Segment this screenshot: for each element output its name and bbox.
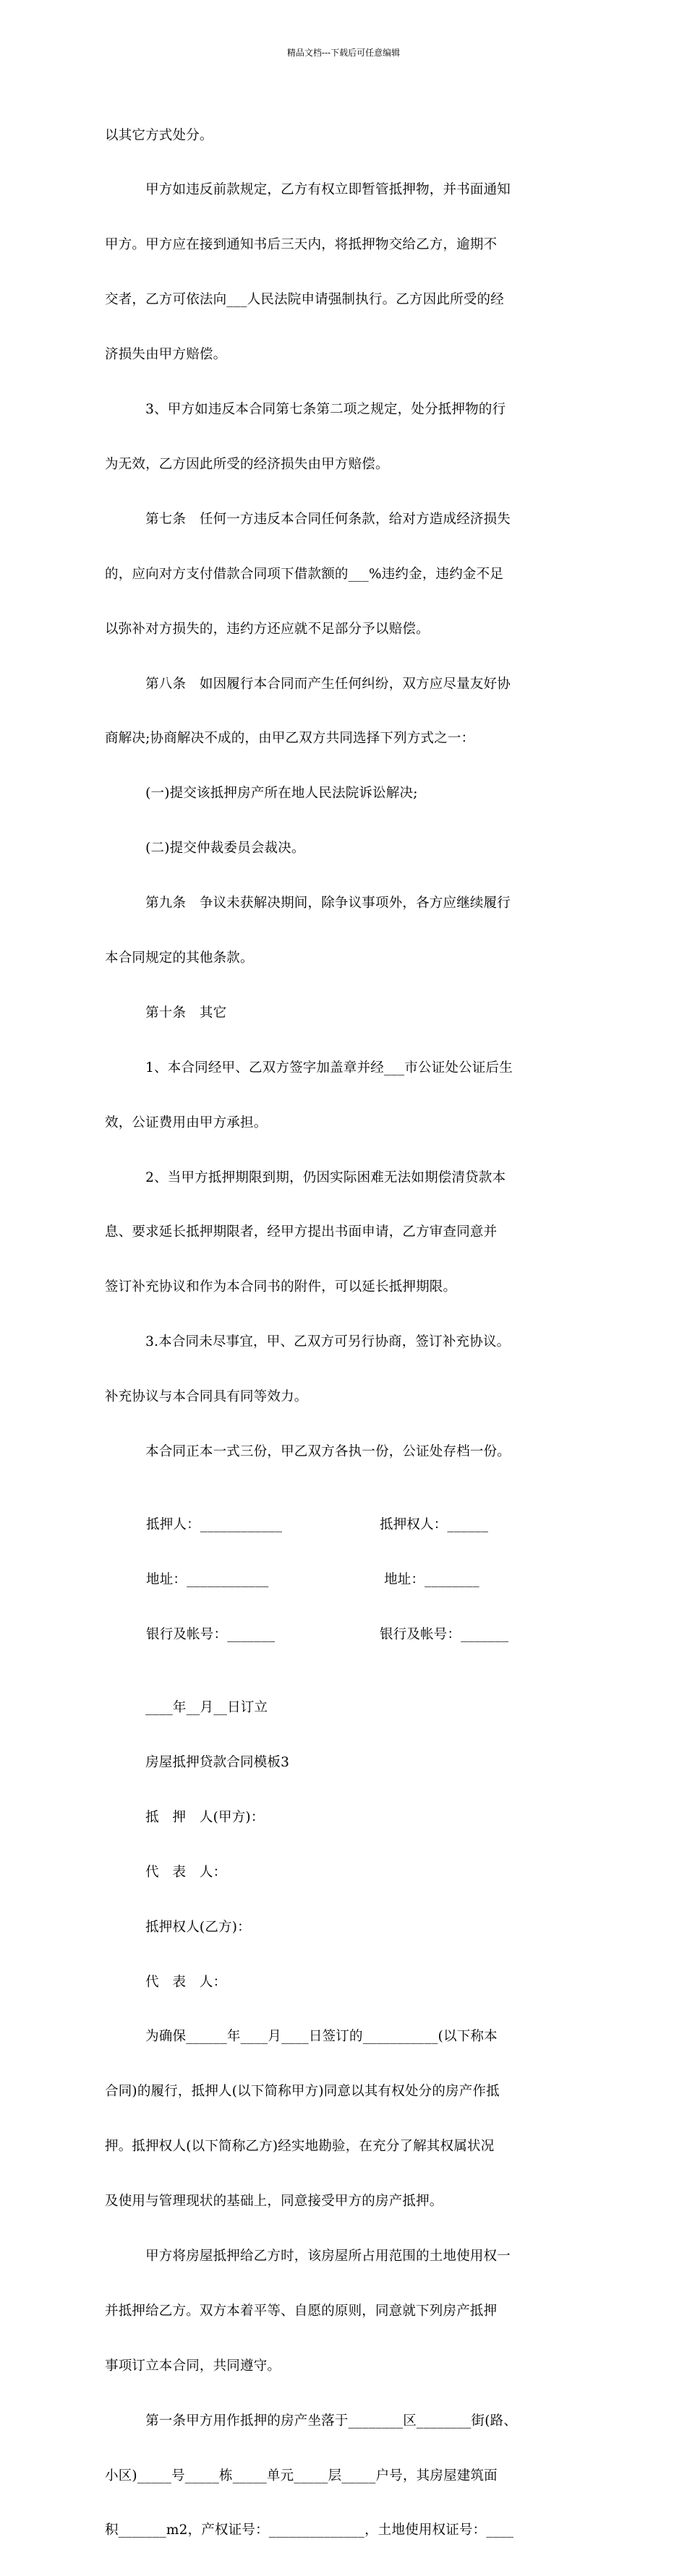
text-line: 效，公证费用由甲方承担。 — [105, 1115, 268, 1130]
date-line: ____年__月__日订立 — [105, 1700, 268, 1716]
signature-row-bank — [105, 1626, 586, 1644]
text-line: 抵押权人(乙方)： — [105, 1919, 251, 1935]
page-header: 精品文档---下载后可任意编辑 — [286, 48, 401, 58]
signature-row-address — [105, 1571, 586, 1589]
text-line: 甲方如违反前款规定，乙方有权立即暂管抵押物，并书面通知 — [105, 182, 511, 198]
text-line: 代 表 人： — [105, 1864, 227, 1880]
text-line: 2、当甲方抵押期限到期，仍因实际困难无法如期偿清贷款本 — [105, 1169, 506, 1185]
mortgagor-bank-field: 银行及帐号：_______ — [146, 1626, 276, 1642]
text-line: 甲方将房屋抵押给乙方时，该房屋所占用范围的土地使用权一 — [105, 2249, 511, 2264]
text-line: 签订补充协议和作为本合同书的附件，可以延长抵押期限。 — [105, 1279, 457, 1295]
text-line: 事项订立本合同，共同遵守。 — [105, 2358, 281, 2374]
document-body — [105, 90, 586, 2576]
section-title: 房屋抵押贷款合同模板3 — [105, 1755, 290, 1771]
text-line: 押。抵押权人(以下简称乙方)经实地勘验，在充分了解其权属状况 — [105, 2139, 495, 2155]
text-line: 第一条甲方用作抵押的房产坐落于________区________街(路、 — [105, 2413, 518, 2429]
text-line: 代 表 人： — [105, 1974, 227, 1990]
text-line: 第七条 任何一方违反本合同任何条款，给对方造成经济损失 — [105, 511, 511, 527]
text-line: 3.本合同未尽事宜，甲、乙双方可另行协商，签订补充协议。 — [105, 1334, 511, 1350]
text-line: 补充协议与本合同具有同等效力。 — [105, 1389, 308, 1405]
text-line: (二)提交仲裁委员会裁决。 — [105, 841, 305, 856]
signature-row-mortgagor — [105, 1516, 586, 1534]
mortgagee-address-field: 地址：________ — [380, 1572, 479, 1588]
text-line: 为无效，乙方因此所受的经济损失由甲方赔偿。 — [105, 456, 389, 472]
text-line: 小区)_____号_____栋_____单元_____层_____户号，其房屋建筑面 — [105, 2468, 498, 2483]
text-line: 本合同规定的其他条款。 — [105, 950, 254, 966]
text-line: 息、要求延长抵押期限者，经甲方提出书面申请，乙方审查同意并 — [105, 1224, 498, 1240]
text-line: (一)提交该抵押房产所在地人民法院诉讼解决; — [105, 786, 418, 802]
mortgagor-field: 抵押人：____________ — [146, 1517, 283, 1533]
mortgagee-field: 抵押权人：______ — [380, 1517, 489, 1533]
text-line: 抵 押 人(甲方)： — [105, 1809, 265, 1825]
text-line: 本合同正本一式三份，甲乙双方各执一份，公证处存档一份。 — [105, 1443, 511, 1459]
text-line: 1、本合同经甲、乙双方签字加盖章并经___市公证处公证后生 — [105, 1060, 513, 1076]
mortgagor-address-field: 地址：____________ — [146, 1572, 269, 1588]
text-line: 交者，乙方可依法向___人民法院申请强制执行。乙方因此所受的经 — [105, 292, 504, 308]
text-line: 以其它方式处分。 — [105, 127, 213, 143]
text-line: 第十条 其它 — [105, 1005, 227, 1021]
text-line: 为确保______年____月____日签订的___________(以下称本 — [105, 2029, 498, 2045]
mortgagee-bank-field: 银行及帐号：_______ — [380, 1626, 509, 1642]
text-line: 合同)的履行，抵押人(以下简称甲方)同意以其有权处分的房产作抵 — [105, 2084, 500, 2100]
text-line: 济损失由甲方赔偿。 — [105, 347, 227, 363]
text-line: 以弥补对方损失的，违约方还应就不足部分予以赔偿。 — [105, 621, 430, 637]
text-line: 第八条 如因履行本合同而产生任何纠纷，双方应尽量友好协 — [105, 676, 511, 692]
text-line: 甲方。甲方应在接到通知书后三天内，将抵押物交给乙方，逾期不 — [105, 237, 498, 253]
text-line: 积_______m2，产权证号：______________，土地使用权证号：____ — [105, 2523, 514, 2538]
text-line: 并抵押给乙方。双方本着平等、自愿的原则，同意就下列房产抵押 — [105, 2303, 498, 2319]
text-line: 的，应向对方支付借款合同项下借款额的___%违约金，违约金不足 — [105, 566, 504, 582]
text-line: 及使用与管理现状的基础上，同意接受甲方的房产抵押。 — [105, 2194, 443, 2210]
text-line: 商解决;协商解决不成的，由甲乙双方共同选择下列方式之一： — [105, 731, 475, 747]
text-line: 第九条 争议未获解决期间，除争议事项外，各方应继续履行 — [105, 896, 511, 911]
text-line: 3、甲方如违反本合同第七条第二项之规定，处分抵押物的行 — [105, 402, 506, 418]
